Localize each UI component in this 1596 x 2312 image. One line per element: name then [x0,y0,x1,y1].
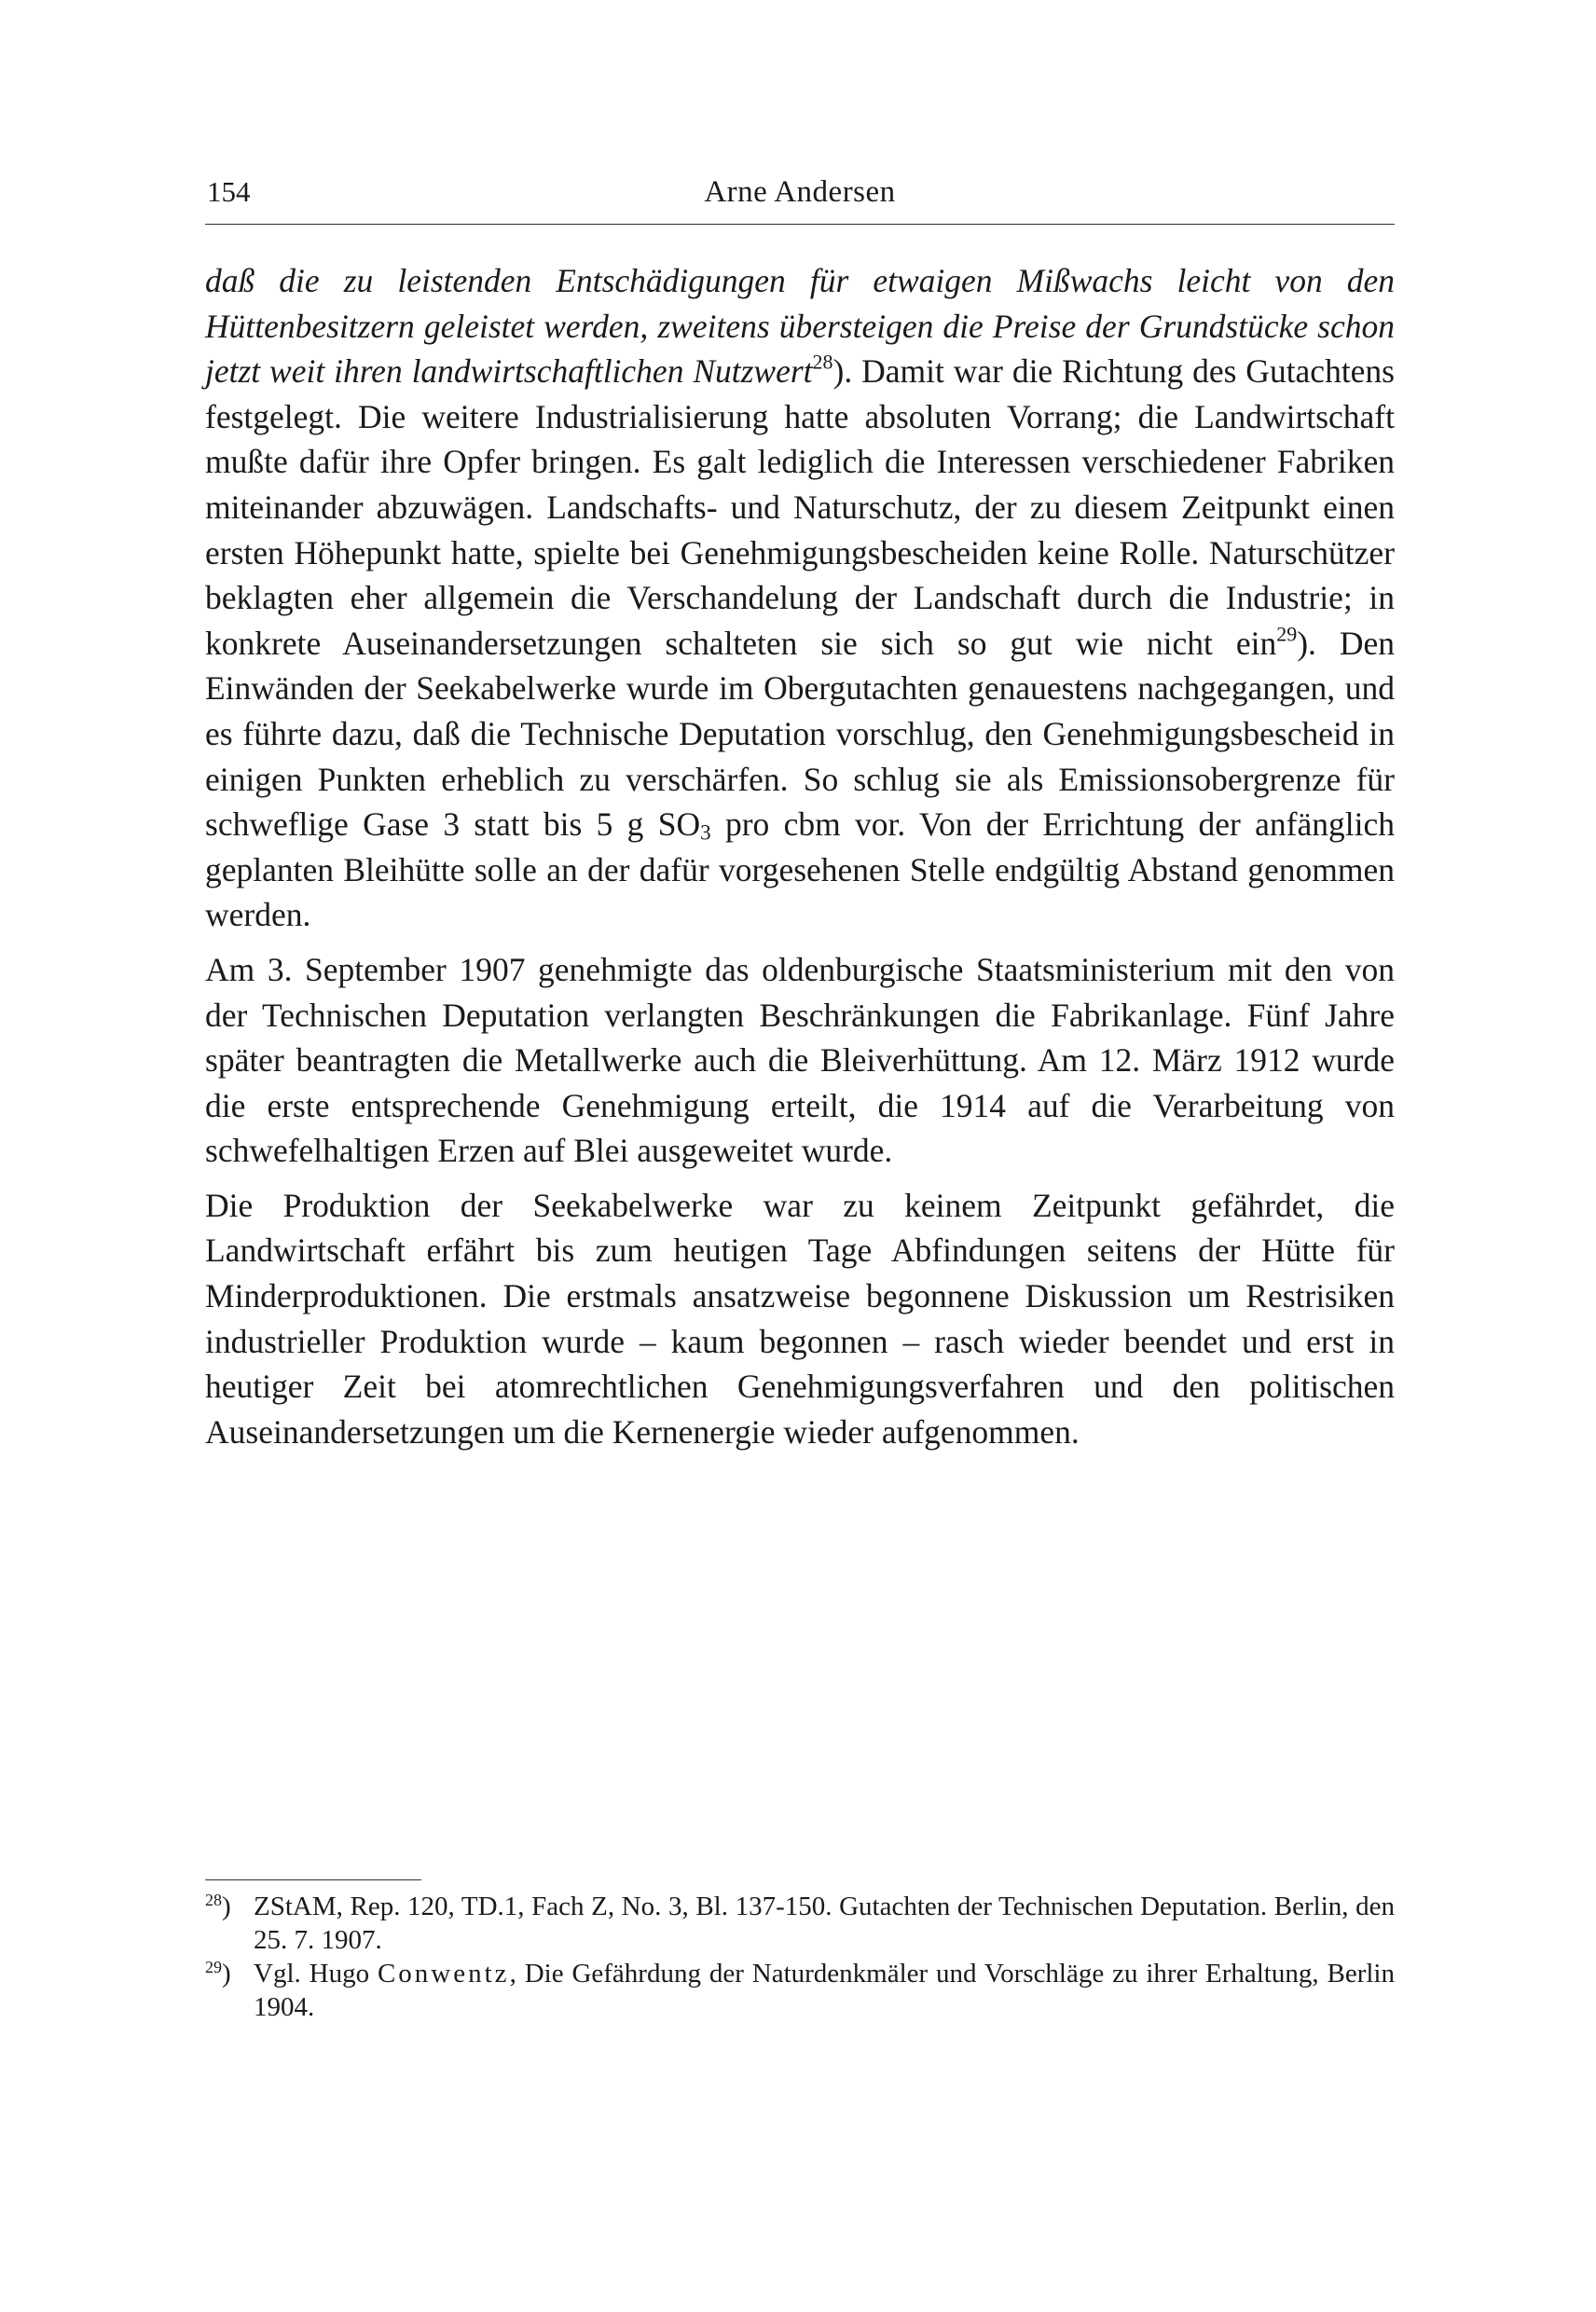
footnote-number: 28 [205,1891,222,1910]
footnote-28 [205,1890,1395,1957]
footnote-ref-29[interactable]: 29 [1276,622,1298,646]
paragraph-1 [205,258,1395,938]
paragraph-3: Die Produktion der Seekabelwerke war zu keinem Zeitpunkt gefährdet, die Landwirtschaft erfährt bis zum heutigen Tage Abfindungen seitens der Hütte für Minderproduktionen. Die erstmals ansatzweise begonnene Diskussion um Restrisiken industrieller Produktion wurde – kaum begonnen – rasch wieder beendet und erst in heutiger Zeit bei atomrechtlichen Genehmigungsverfahren und den politischen Auseinandersetzungen um die Kernenergie wieder aufgenommen. [205,1186,1395,1451]
author-name: Conwentz [377,1959,510,1989]
page-header [205,175,1395,224]
italic-quote: daß die zu leistenden Entschädigungen für etwaigen Mißwachs leicht von den Hüttenbesitzern geleistet werden, zweitens übersteigen die Preise der Grundstücke schon jetzt weit ihren landwirtschaftlichen Nutzwert [205,262,1395,391]
footnote-rule [205,1879,421,1880]
running-head: Arne Andersen [704,175,896,209]
footnotes [205,1890,1395,2024]
paragraph-1-text-b: ). Den Einwänden der Seekabelwerke wurde im Obergutachten genauestens nachgegangen, und es führte dazu, daß die Technische Deputation vorschlug, den Genehmigungsbescheid in einigen Punkten erheblich zu verschärfen. So schlug sie als Emissionsobergrenze für schweflige Gase 3 statt bis 5 g SO [205,624,1396,844]
subscript-so3: 3 [700,819,711,845]
footnote-mark [205,1890,231,1923]
page-number: 154 [207,175,251,208]
footnote-ref-28[interactable]: 28 [812,350,833,374]
footnote-29 [205,1957,1395,2024]
paragraph-2: Am 3. September 1907 genehmigte das oldenburgische Staatsministerium mit den von der Technischen Deputation verlangten Beschränkungen die Fabrikanlage. Fünf Jahre später beantragten die Metallwerke auch die Bleiverhüttung. Am 12. März 1912 wurde die erste entsprechende Genehmigung erteilt, die 1914 auf die Verarbeitung von schwefelhaltigen Erzen auf Blei ausgeweitet wurde. [205,950,1395,1170]
footnote-text-before: Vgl. Hugo [254,1959,378,1989]
header-rule [205,224,1395,225]
paragraph-1-text-a: ). Damit war die Richtung des Gutachtens festgelegt. Die weitere Industrialisierung hatte absoluten Vorrang; die Landwirtschaft mußte dafür ihre Opfer bringen. Es galt lediglich die Interessen verschiedener Fabriken miteinander abzuwägen. Landschafts- und Naturschutz, der zu diesem Zeitpunkt einen ersten Höhepunkt hatte, spielte bei Genehmigungsbescheiden keine Rolle. Naturschützer beklagten eher allgemein die Verschandelung der Landschaft durch die Industrie; in konkrete Auseinandersetzungen schalteten sie sich so gut wie nicht ein [205,352,1396,662]
footnote-number: 29 [205,1958,222,1977]
footnote-mark-suffix: ) [221,1959,231,1989]
body-text [205,258,1395,1464]
footnote-mark [205,1957,231,1990]
footnote-text-after: , Die Gefährdung der Naturdenkmäler und Vorschläge zu ihrer Erhaltung, Berlin 1904. [254,1959,1395,2022]
footnote-text: ZStAM, Rep. 120, TD.1, Fach Z, No. 3, Bl. 137-150. Gutachten der Technischen Deputation. Berlin, den 25. 7. 1907. [254,1892,1395,1955]
paragraph-1-text-c: pro cbm vor. Von der Errichtung der anfänglich geplanten Bleihütte solle an der dafür vorgesehenen Stelle endgültig Abstand genommen werden. [205,805,1395,934]
footnote-mark-suffix: ) [221,1892,231,1921]
